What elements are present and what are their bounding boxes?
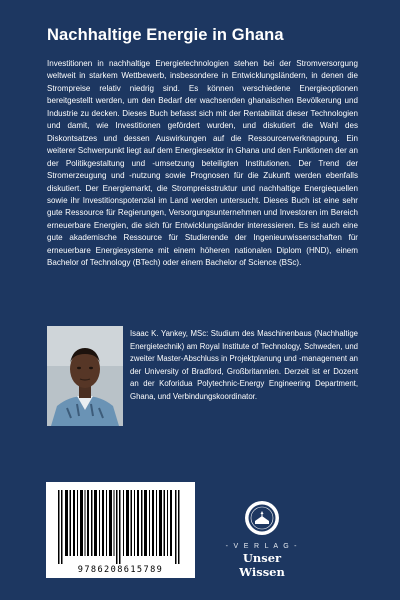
book-description: Investitionen in nachhaltige Energietechnologien stehen bei der Stromversorgung weltweit in starkem Wettbewerb, insbesondere in Entwicklungsländern, in denen die Strompreise relativ niedrig sind. Es können verschiedene Energieoptionen bereitgestellt werden, um den Bedarf der wachsenden ghanaischen Bevölkerung und Industrie zu decken. Dieses Buch befasst sich mit der Rentabilität dieser Technologien und damit, wie Investitionen gefördert wurden, und diskutiert die Wahl des Diskontsatzes und dessen Auswirkungen auf die Ressourcenverknappung. Ein weiterer Schwerpunkt liegt auf dem Energiesektor in Ghana und den Funktionen der an der Politikgestaltung und -umsetzung beteiligten Institutionen. Der Trend der Stromerzeugung und -nutzung sowie Prognosen für die Zukunft werden ebenfalls diskutiert. Der Energiemarkt, die Strompreisstruktur und nachhaltige Energiequellen sowie ihr Investitionspotenzial im Land werden untersucht. Dieses Buch ist eine sehr gute Ressource für Regierungen, Versorgungsunternehmen und Investoren im Bereich erneuerbare Energien, die sich für Entwicklungsländer interessieren. Es ist auch eine gute akademische Ressource für Studierende der Ingenieurwissenschaften für erneuerbare Energiesysteme mit einem höheren nationalen Diplom (HND), einem Bachelor of Technology (BTech) oder einem Bachelor of Science (BSc). <box>47 59 358 268</box>
isbn-number: 9786208615789 <box>77 565 164 575</box>
publisher-name: Unser Wissen <box>239 551 285 579</box>
publisher-logo-icon <box>244 500 280 536</box>
author-photo <box>47 326 123 426</box>
publisher-block <box>222 500 302 579</box>
author-bio: Isaac K. Yankey, MSc: Studium des Maschinenbaus (Nachhaltige Energietechnik) am Royal Institute of Technology, Schweden, und zweiter Master-Abschluss in Projektplanung und -management an der University of Bradford, Großbritannien. Derzeit ist er Dozent an der Koforidua Polytechnic-Energy Engineering Department, Ghana, und Verbindungskoordinator. <box>130 329 358 401</box>
isbn-barcode <box>46 482 195 578</box>
author-portrait-image <box>47 326 123 426</box>
verlag-label: - V E R L A G - <box>225 543 299 550</box>
barcode-bars <box>46 482 195 564</box>
book-title: Nachhaltige Energie in Ghana <box>47 26 284 44</box>
